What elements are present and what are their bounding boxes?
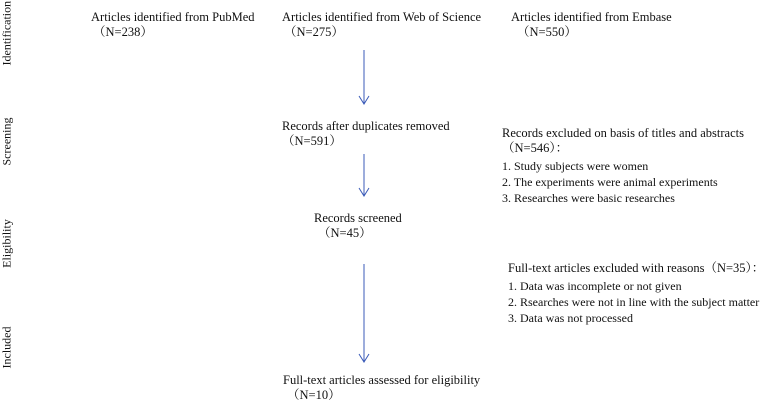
source-wos-count: （N=275） xyxy=(284,25,344,39)
duplicates-removed-label: Records after duplicates removed xyxy=(282,119,450,133)
arrow-to-screened xyxy=(359,154,369,196)
stage-identification: Identification xyxy=(0,0,14,66)
excluded-fulltext-label: Full-text articles excluded with reasons（N=35）： xyxy=(508,261,765,275)
assessed-label: Full-text articles assessed for eligibility xyxy=(283,373,481,387)
stage-included: Included xyxy=(0,326,14,369)
duplicates-removed-count: （N=591） xyxy=(282,134,342,148)
excluded-titles-count: （N=546）： xyxy=(502,141,569,155)
arrow-to-assessed xyxy=(359,264,369,362)
records-screened-label: Records screened xyxy=(314,211,402,225)
source-pubmed-count: （N=238） xyxy=(93,25,153,39)
stage-eligibility: Eligibility xyxy=(0,219,14,268)
excluded-titles-reason: 3. Researches were basic researches xyxy=(502,191,675,205)
excluded-fulltext-reason: 3. Data was not processed xyxy=(508,311,633,325)
arrow-to-duplicates xyxy=(359,50,369,104)
source-wos-label: Articles identified from Web of Science xyxy=(282,10,482,24)
excluded-titles-reason: 1. Study subjects were women xyxy=(502,159,649,173)
source-pubmed-label: Articles identified from PubMed xyxy=(91,10,255,24)
assessed-count: （N=10） xyxy=(287,388,341,402)
source-embase-count: （N=550） xyxy=(517,25,577,39)
excluded-fulltext-reason: 1. Data was incomplete or not given xyxy=(508,279,682,293)
excluded-titles-reason: 2. The experiments were animal experiments xyxy=(502,175,718,189)
stage-screening: Screening xyxy=(0,117,14,166)
records-screened-count: （N=45） xyxy=(318,226,372,240)
excluded-fulltext-reason: 2. Rsearches were not in line with the subject matter xyxy=(508,295,760,309)
source-embase-label: Articles identified from Embase xyxy=(511,10,672,24)
excluded-titles-label: Records excluded on basis of titles and abstracts xyxy=(502,126,744,140)
